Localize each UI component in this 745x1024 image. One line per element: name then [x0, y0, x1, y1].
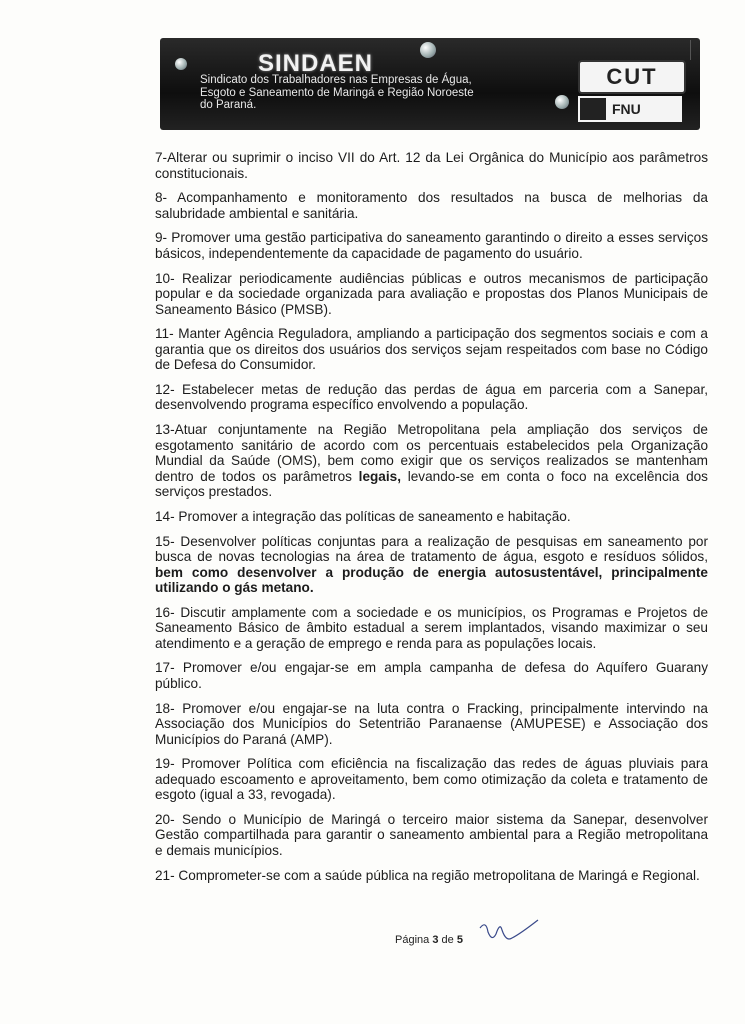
list-item: 7-Alterar ou suprimir o inciso VII do Art. 12 da Lei Orgânica do Município aos parâmetros constitucionais. — [155, 150, 708, 181]
org-name — [200, 74, 560, 112]
list-item-bold: bem como desenvolver a produção de energia autosustentável, principalmente utilizando o gás metano. — [155, 564, 708, 595]
list-item: 9- Promover uma gestão participativa do saneamento garantindo o direito a esses serviços básicos, independentemente da capacidade de pagamento do usuário. — [155, 230, 708, 261]
list-item: 11- Manter Agência Reguladora, ampliando a participação dos segmentos sociais e com a garantia que os direitos dos usuários dos serviços sejam respeitados com base no Código de Defesa do Consumidor. — [155, 326, 708, 373]
list-item: 12- Estabelecer metas de redução das perdas de água em parceria com a Sanepar, desenvolvendo programa específico envolvendo a população. — [155, 381, 708, 413]
list-item: 17- Promover e/ou engajar-se em ampla campanha de defesa do Aquífero Guarany público. — [155, 660, 708, 691]
list-item — [155, 422, 708, 500]
page-word: Página — [395, 934, 430, 946]
margin-mark — [690, 40, 691, 60]
fnu-logo — [578, 96, 682, 122]
page-current: 3 — [432, 934, 439, 946]
cut-logo: CUT — [578, 60, 686, 94]
document-body — [155, 150, 708, 892]
list-item: 16- Discutir amplamente com a sociedade e os municípios, os Programas e Projetos de Saneamento Básico de âmbito estadual a serem implantados, visando maximizar o seu atendimento e a geração de emprego e renda para as populações locais. — [155, 604, 708, 651]
list-item-text: 13-Atuar conjuntamente na Região Metropolitana pela ampliação dos serviços de esgotamento sanitário de acordo com os percentuais estabelecidos pela Organização Mundial da Saúde (OMS), bem como exigir que os serviços realizados se mantenham dentro de todos os parâmetros — [155, 422, 708, 484]
fnu-mark-icon — [580, 98, 606, 120]
water-drop-icon — [420, 42, 436, 58]
page-of: de — [441, 934, 454, 946]
org-name-line: Sindicato dos Trabalhadores nas Empresas de Água, — [200, 74, 472, 86]
list-item: 8- Acompanhamento e monitoramento dos resultados na busca de melhorias da salubridade ambiental e sanitária. — [155, 190, 708, 221]
page-total: 5 — [456, 934, 463, 946]
list-item-text: levando-se em conta o foco na excelência dos serviços prestados. — [155, 468, 708, 500]
water-drop-icon — [175, 58, 187, 70]
org-name-line: Esgoto e Saneamento de Maringá e Região Noroeste — [200, 86, 474, 99]
list-item-bold: legais, — [358, 468, 401, 484]
list-item: 20- Sendo o Município de Maringá o terceiro maior sistema da Sanepar, desenvolver Gestão compartilhada para garantir o saneamento ambiental para a Região metropolitana e demais municípios. — [155, 811, 708, 858]
list-item: 10- Realizar periodicamente audiências públicas e outros mecanismos de participação popular e da sociedade organizada para avaliação e propostas dos Planos Municipais de Saneamento Básico (PMSB). — [155, 270, 708, 317]
page-number — [395, 934, 463, 946]
list-item — [155, 534, 708, 596]
list-item: 18- Promover e/ou engajar-se na luta contra o Fracking, principalmente intervindo na Associação dos Municípios do Setentrião Paranaense (AMUPESE) e Associação dos Municípios do Paraná (AMP). — [155, 700, 708, 747]
list-item: 14- Promover a integração das políticas de saneamento e habitação. — [155, 508, 571, 524]
fnu-logo-text: FNU — [612, 101, 641, 117]
org-name-line: do Paraná. — [200, 99, 257, 111]
handwritten-initials — [472, 914, 542, 954]
list-item-text: 15- Desenvolver políticas conjuntas para a realização de pesquisas em saneamento por busca de novas tecnologias na área de tratamento de água, esgoto e resíduos sólidos, — [155, 533, 708, 564]
list-item: 21- Comprometer-se com a saúde pública na região metropolitana de Maringá e Regional. — [155, 867, 700, 883]
org-acronym: SINDAEN — [258, 50, 374, 77]
list-item: 19- Promover Política com eficiência na fiscalização das redes de águas pluviais para adequado escoamento e aproveitamento, bem como otimização da coleta e tratamento de esgoto (igual a 33, revogada). — [155, 756, 708, 803]
